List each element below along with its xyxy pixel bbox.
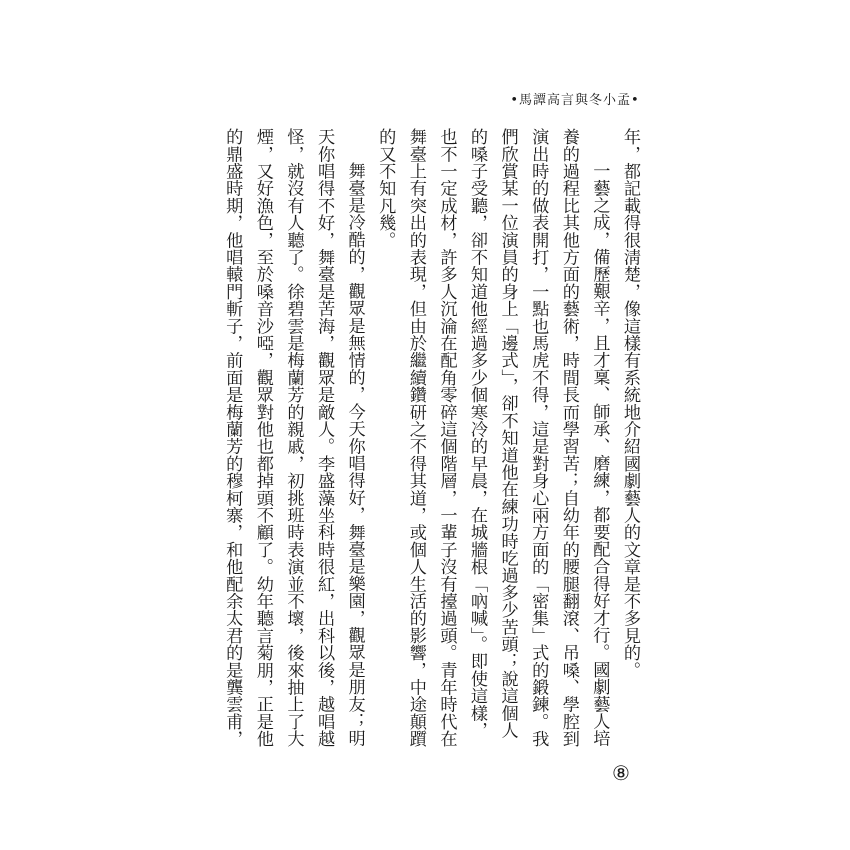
text-column: 養的過程比其他方面的藝術，時間長而學習苦；自幼年的腰腿翻滾、吊嗓、學腔到 <box>558 128 579 748</box>
text-column: 演出時的做表開打，一點也馬虎不得，這是對身心兩方面的「密集」式的鍛鍊。我 <box>528 128 549 748</box>
text-column: 也不一定成材，許多人沉淪在配角零碎這個階層，一輩子沒有擡過頭。青年時代在 <box>436 128 457 748</box>
text-column: 怪，就沒有人聽了。徐碧雲是梅蘭芳的親戚，初挑班時表演並不壞，後來抽上了大 <box>283 128 304 748</box>
text-column: 的鼎盛時期，他唱轅門斬子，前面是梅蘭芳的穆柯寨，和他配余太君的是龔雲甫， <box>222 128 243 748</box>
text-column: 天你唱得不好，舞臺是苦海，觀眾是敵人。李盛藻坐科時很紅，出科以後，越唱越 <box>314 128 335 748</box>
text-column: 的又不知凡幾。 <box>375 128 396 249</box>
text-column: 舞臺上有突出的表現，但由於繼續鑽研之不得其道，或個人生活的影響，中途顛躓 <box>405 128 426 748</box>
running-header: •孟小冬與言高譚馬• <box>510 93 640 108</box>
text-column: 的嗓子受聽，卻不知道他經過多少個寒冷的早晨，在城牆根「吶喊」。即使這樣， <box>467 128 488 739</box>
body-text <box>217 128 645 758</box>
text-column: 煙，又好漁色，至於嗓音沙啞，觀眾對他也都掉頭不顧了。幼年聽言菊朋，正是他 <box>252 128 273 748</box>
text-column: 一藝之成，備歷艱辛，且才稟、師承、磨練，都要配合得好才行。國劇藝人培 <box>589 162 610 747</box>
page-number: ⑧ <box>612 761 630 785</box>
text-column: 年，都記載得很淸楚，像這樣有系統地介紹國劇藝人的文章是不多見的。 <box>620 128 640 679</box>
text-column: 們欣賞某一位演員的身上「邊式」，卻不知道他在練功時吃過多少苦頭；說這個人 <box>497 128 518 739</box>
text-column: 舞臺是冷酷的，觀眾是無情的，今天你唱得好，舞臺是樂園，觀眾是朋友；明 <box>344 162 365 747</box>
